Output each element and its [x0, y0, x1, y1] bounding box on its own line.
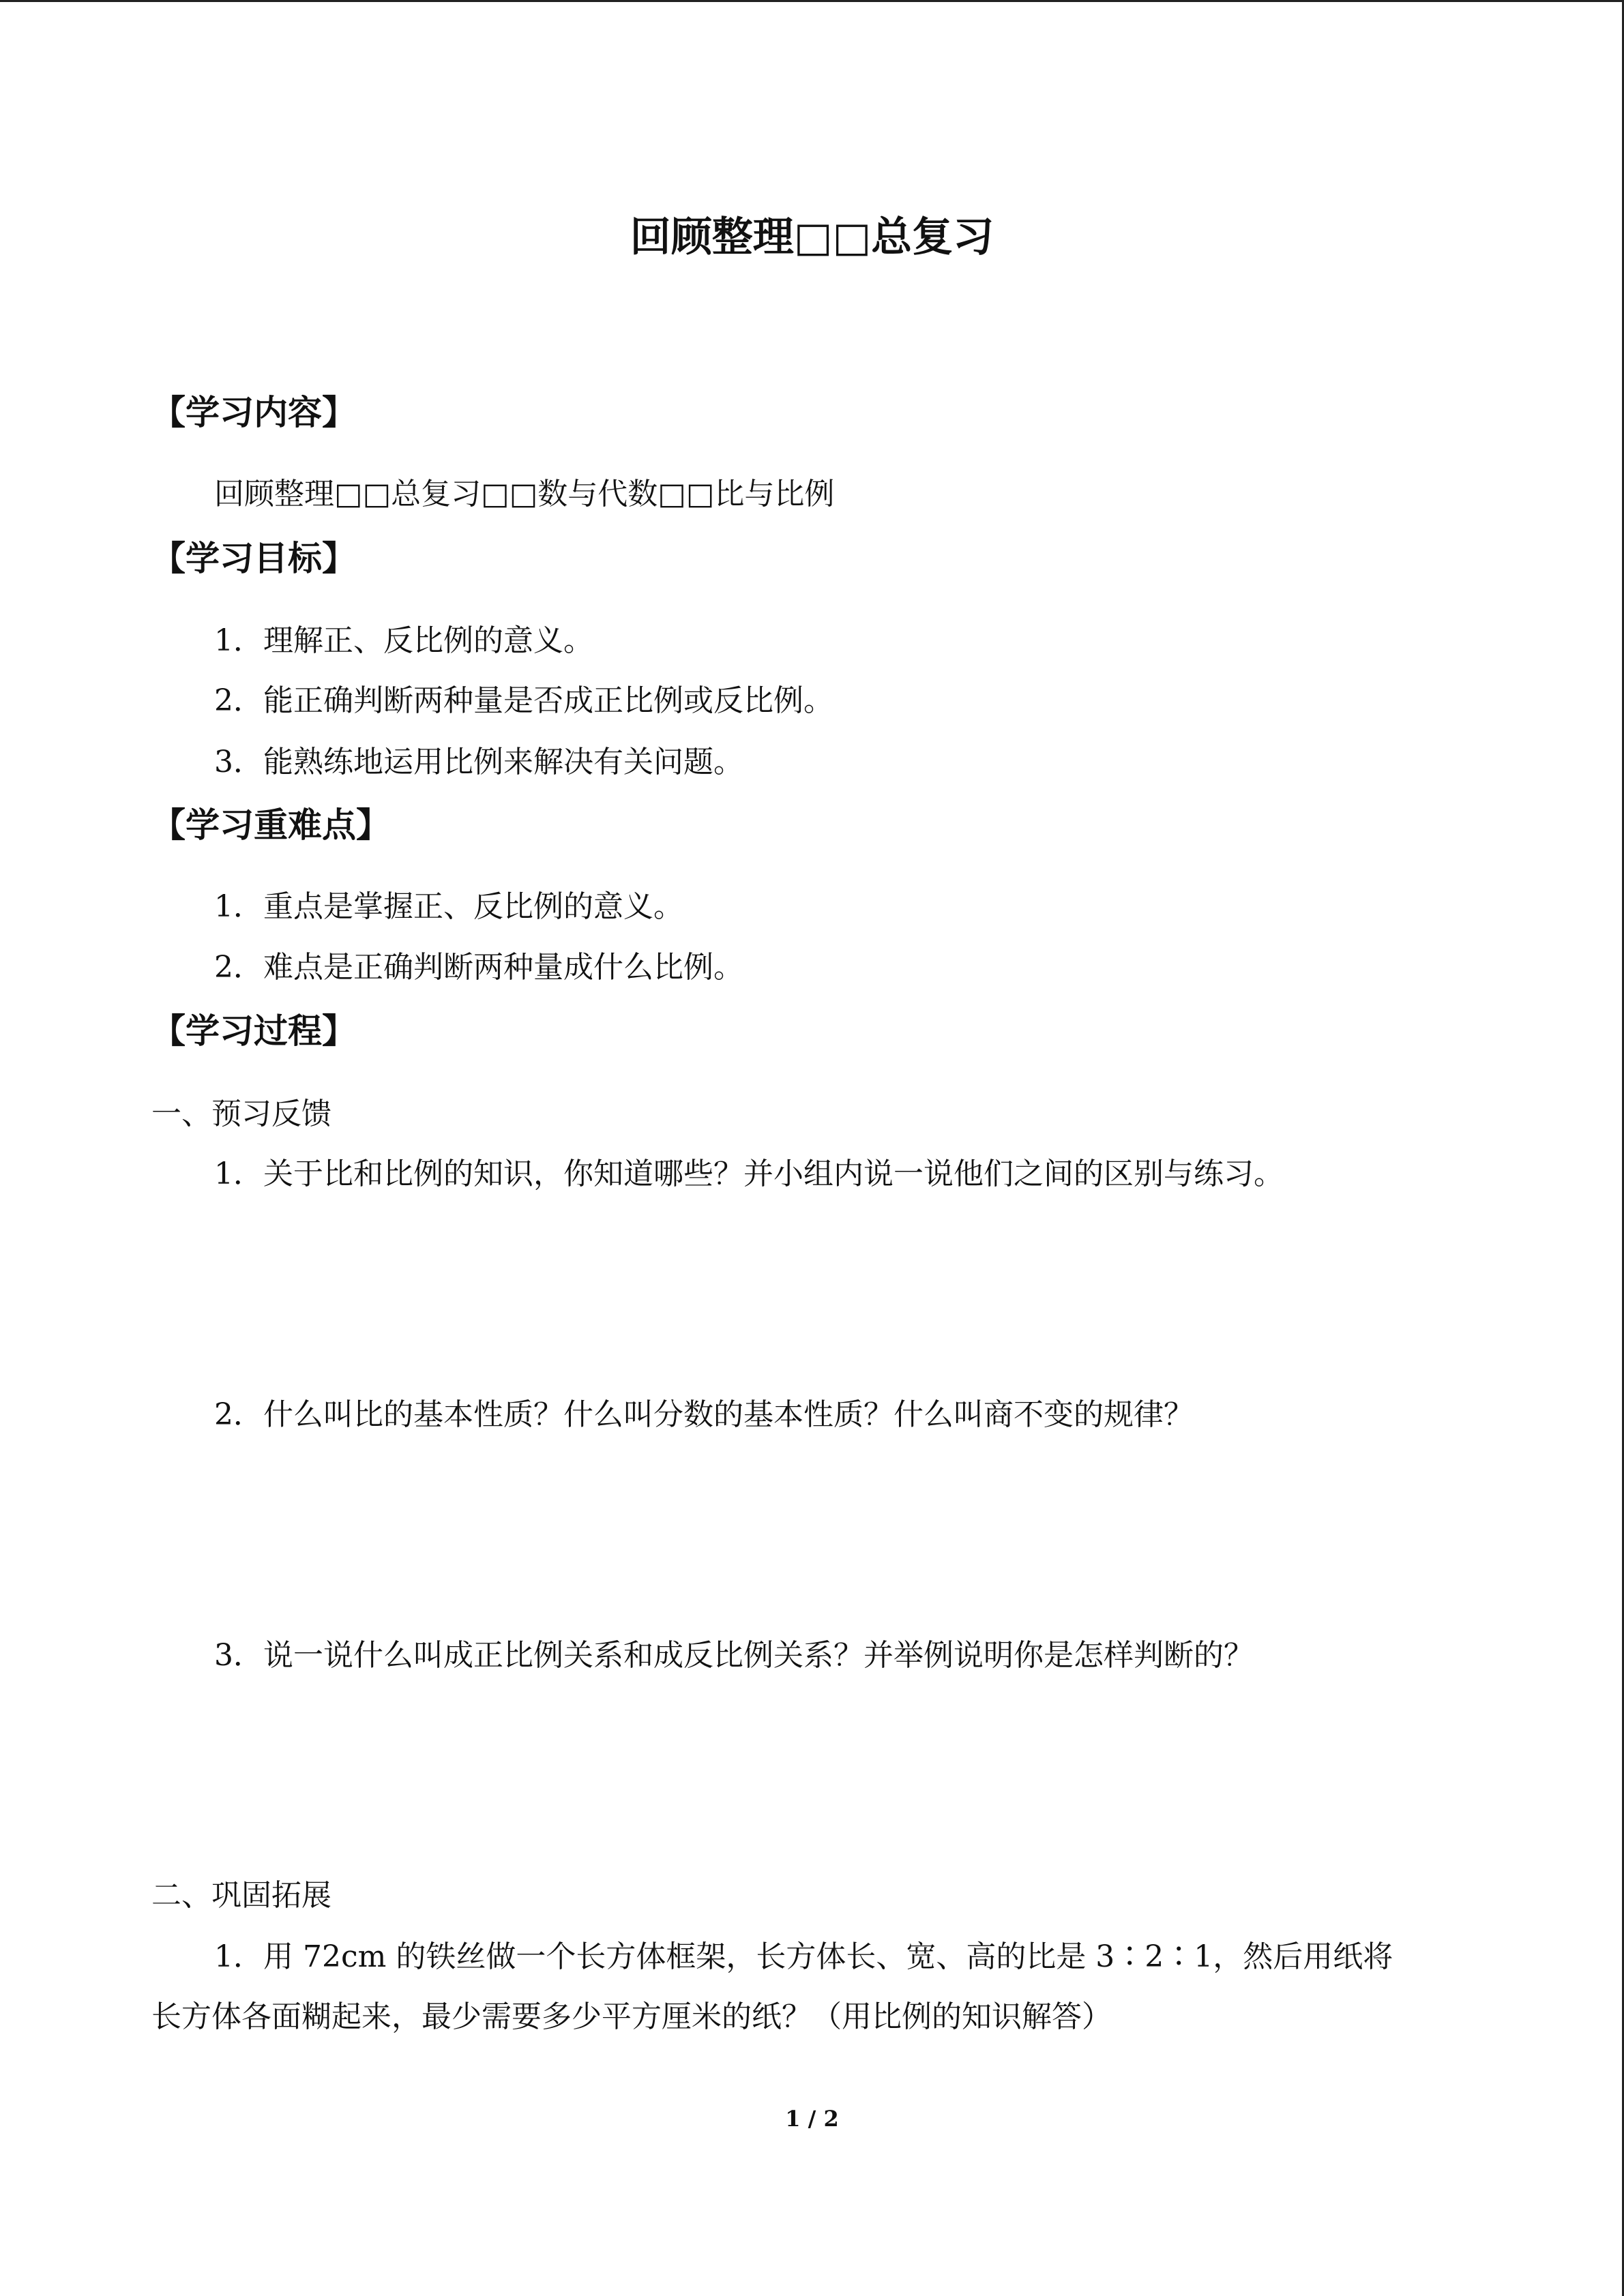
- question-item: 2．什么叫比的基本性质？什么叫分数的基本性质？什么叫商不变的规律？: [214, 1397, 1194, 1432]
- question-item: 1．关于比和比例的知识，你知道哪些？并小组内说一说他们之间的区别与练习。: [214, 1157, 1284, 1191]
- part1-title: 一、预习反馈: [151, 1097, 331, 1131]
- content-text: 回顾整理□□总复习□□数与代数□□比与比例: [214, 477, 835, 511]
- section-heading-content: 【学习内容】: [151, 393, 356, 432]
- objective-item: 1．理解正、反比例的意义。: [214, 623, 593, 658]
- objective-item: 3．能熟练地运用比例来解决有关问题。: [214, 745, 743, 779]
- section-heading-process: 【学习过程】: [151, 1011, 356, 1051]
- page-number: 1 / 2: [785, 2106, 839, 2132]
- objective-item: 2．能正确判断两种量是否成正比例或反比例。: [214, 683, 833, 718]
- page-title: 回顾整理□□总复习: [630, 213, 994, 261]
- page-border-top: [0, 0, 1624, 2]
- question-item: 3．说一说什么叫成正比例关系和成反比例关系？并举例说明你是怎样判断的？: [214, 1638, 1254, 1673]
- keypoint-item: 2．难点是正确判断两种量成什么比例。: [214, 950, 743, 985]
- section-heading-keypoints: 【学习重难点】: [151, 805, 390, 845]
- part2-title: 二、巩固拓展: [151, 1878, 331, 1913]
- section-heading-objectives: 【学习目标】: [151, 539, 356, 578]
- exercise-line-2: 长方体各面糊起来，最少需要多少平方厘米的纸？（用比例的知识解答）: [151, 1999, 1112, 2034]
- exercise-line-1: 1．用 72cm 的铁丝做一个长方体框架，长方体长、宽、高的比是 3∶2∶1，然后用纸将: [214, 1939, 1393, 1974]
- keypoint-item: 1．重点是掌握正、反比例的意义。: [214, 889, 683, 924]
